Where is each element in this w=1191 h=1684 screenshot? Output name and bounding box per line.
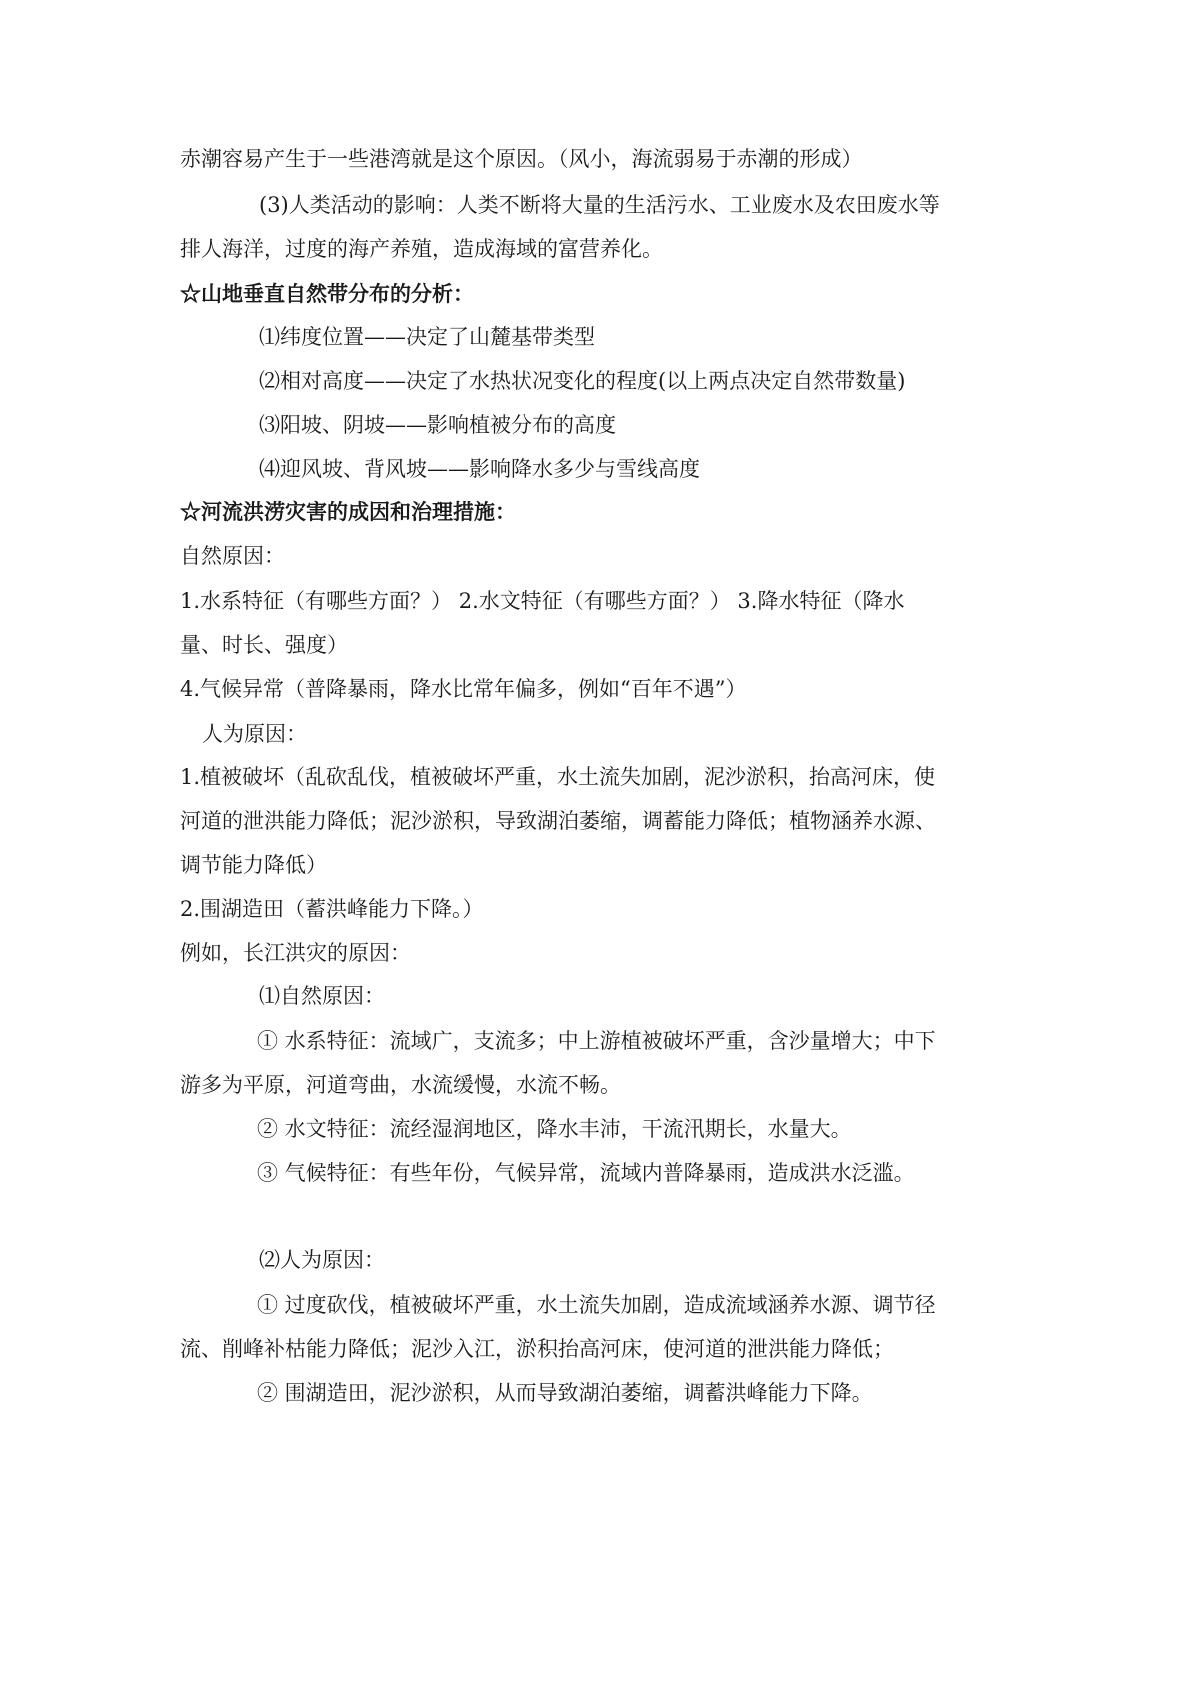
text-line: 1.水系特征（有哪些方面？） 2.水文特征（有哪些方面？） 3.降水特征（降水 <box>180 589 905 613</box>
text-line: ② 围湖造田，泥沙淤积，从而导致湖泊萎缩，调蓄洪峰能力下降。 <box>257 1381 873 1405</box>
section-heading: ☆山地垂直自然带分布的分析： <box>180 281 474 306</box>
text-line: ② 水文特征：流经湿润地区，降水丰沛，干流汛期长，水量大。 <box>257 1117 852 1141</box>
text-line: ① 过度砍伐，植被破坏严重，水土流失加剧，造成流域涵养水源、调节径 <box>257 1293 936 1317</box>
text-line: 1.植被破坏（乱砍乱伐，植被破坏严重，水土流失加剧，泥沙淤积，抬高河床，使 <box>180 765 936 789</box>
text-line: 游多为平原，河道弯曲，水流缓慢，水流不畅。 <box>180 1073 621 1097</box>
text-line: 自然原因： <box>180 544 285 568</box>
text-line: 量、时长、强度） <box>180 633 348 657</box>
text-line: ⑷迎风坡、背风坡——影响降水多少与雪线高度 <box>259 457 700 481</box>
section-heading: ☆河流洪涝灾害的成因和治理措施： <box>180 499 516 524</box>
text-line: (3)人类活动的影响：人类不断将大量的生活污水、工业废水及农田废水等 <box>259 193 940 217</box>
text-line: ⑶阳坡、阴坡——影响植被分布的高度 <box>259 413 616 437</box>
text-line: ⑵人为原因： <box>259 1248 385 1272</box>
text-line: ⑴自然原因： <box>259 984 385 1008</box>
text-line: 调节能力降低） <box>180 853 327 877</box>
text-line: ① 水系特征：流域广，支流多；中上游植被破坏严重，含沙量增大；中下 <box>257 1029 936 1053</box>
text-line: ⑴纬度位置——决定了山麓基带类型 <box>259 325 595 349</box>
text-line: ⑵相对高度——决定了水热状况变化的程度(以上两点决定自然带数量) <box>259 369 906 393</box>
text-line: 流、削峰补枯能力降低；泥沙入江，淤积抬高河床，使河道的泄洪能力降低； <box>180 1337 894 1361</box>
text-line: 排人海洋，过度的海产养殖，造成海域的富营养化。 <box>180 237 663 261</box>
text-line: ③ 气候特征：有些年份，气候异常，流域内普降暴雨，造成洪水泛滥。 <box>257 1161 915 1185</box>
text-line: 河道的泄洪能力降低；泥沙淤积，导致湖泊萎缩，调蓄能力降低；植物涵养水源、 <box>180 809 936 833</box>
text-line: 4.气候异常（普降暴雨，降水比常年偏多，例如“百年不遇”） <box>180 677 747 701</box>
text-line: 2.围湖造田（蓄洪峰能力下降。） <box>180 897 484 921</box>
text-line: 人为原因： <box>202 722 307 746</box>
text-line: 例如，长江洪灾的原因： <box>180 941 411 965</box>
text-line: 赤潮容易产生于一些港湾就是这个原因。（风小，海流弱易于赤潮的形成） <box>180 147 863 171</box>
